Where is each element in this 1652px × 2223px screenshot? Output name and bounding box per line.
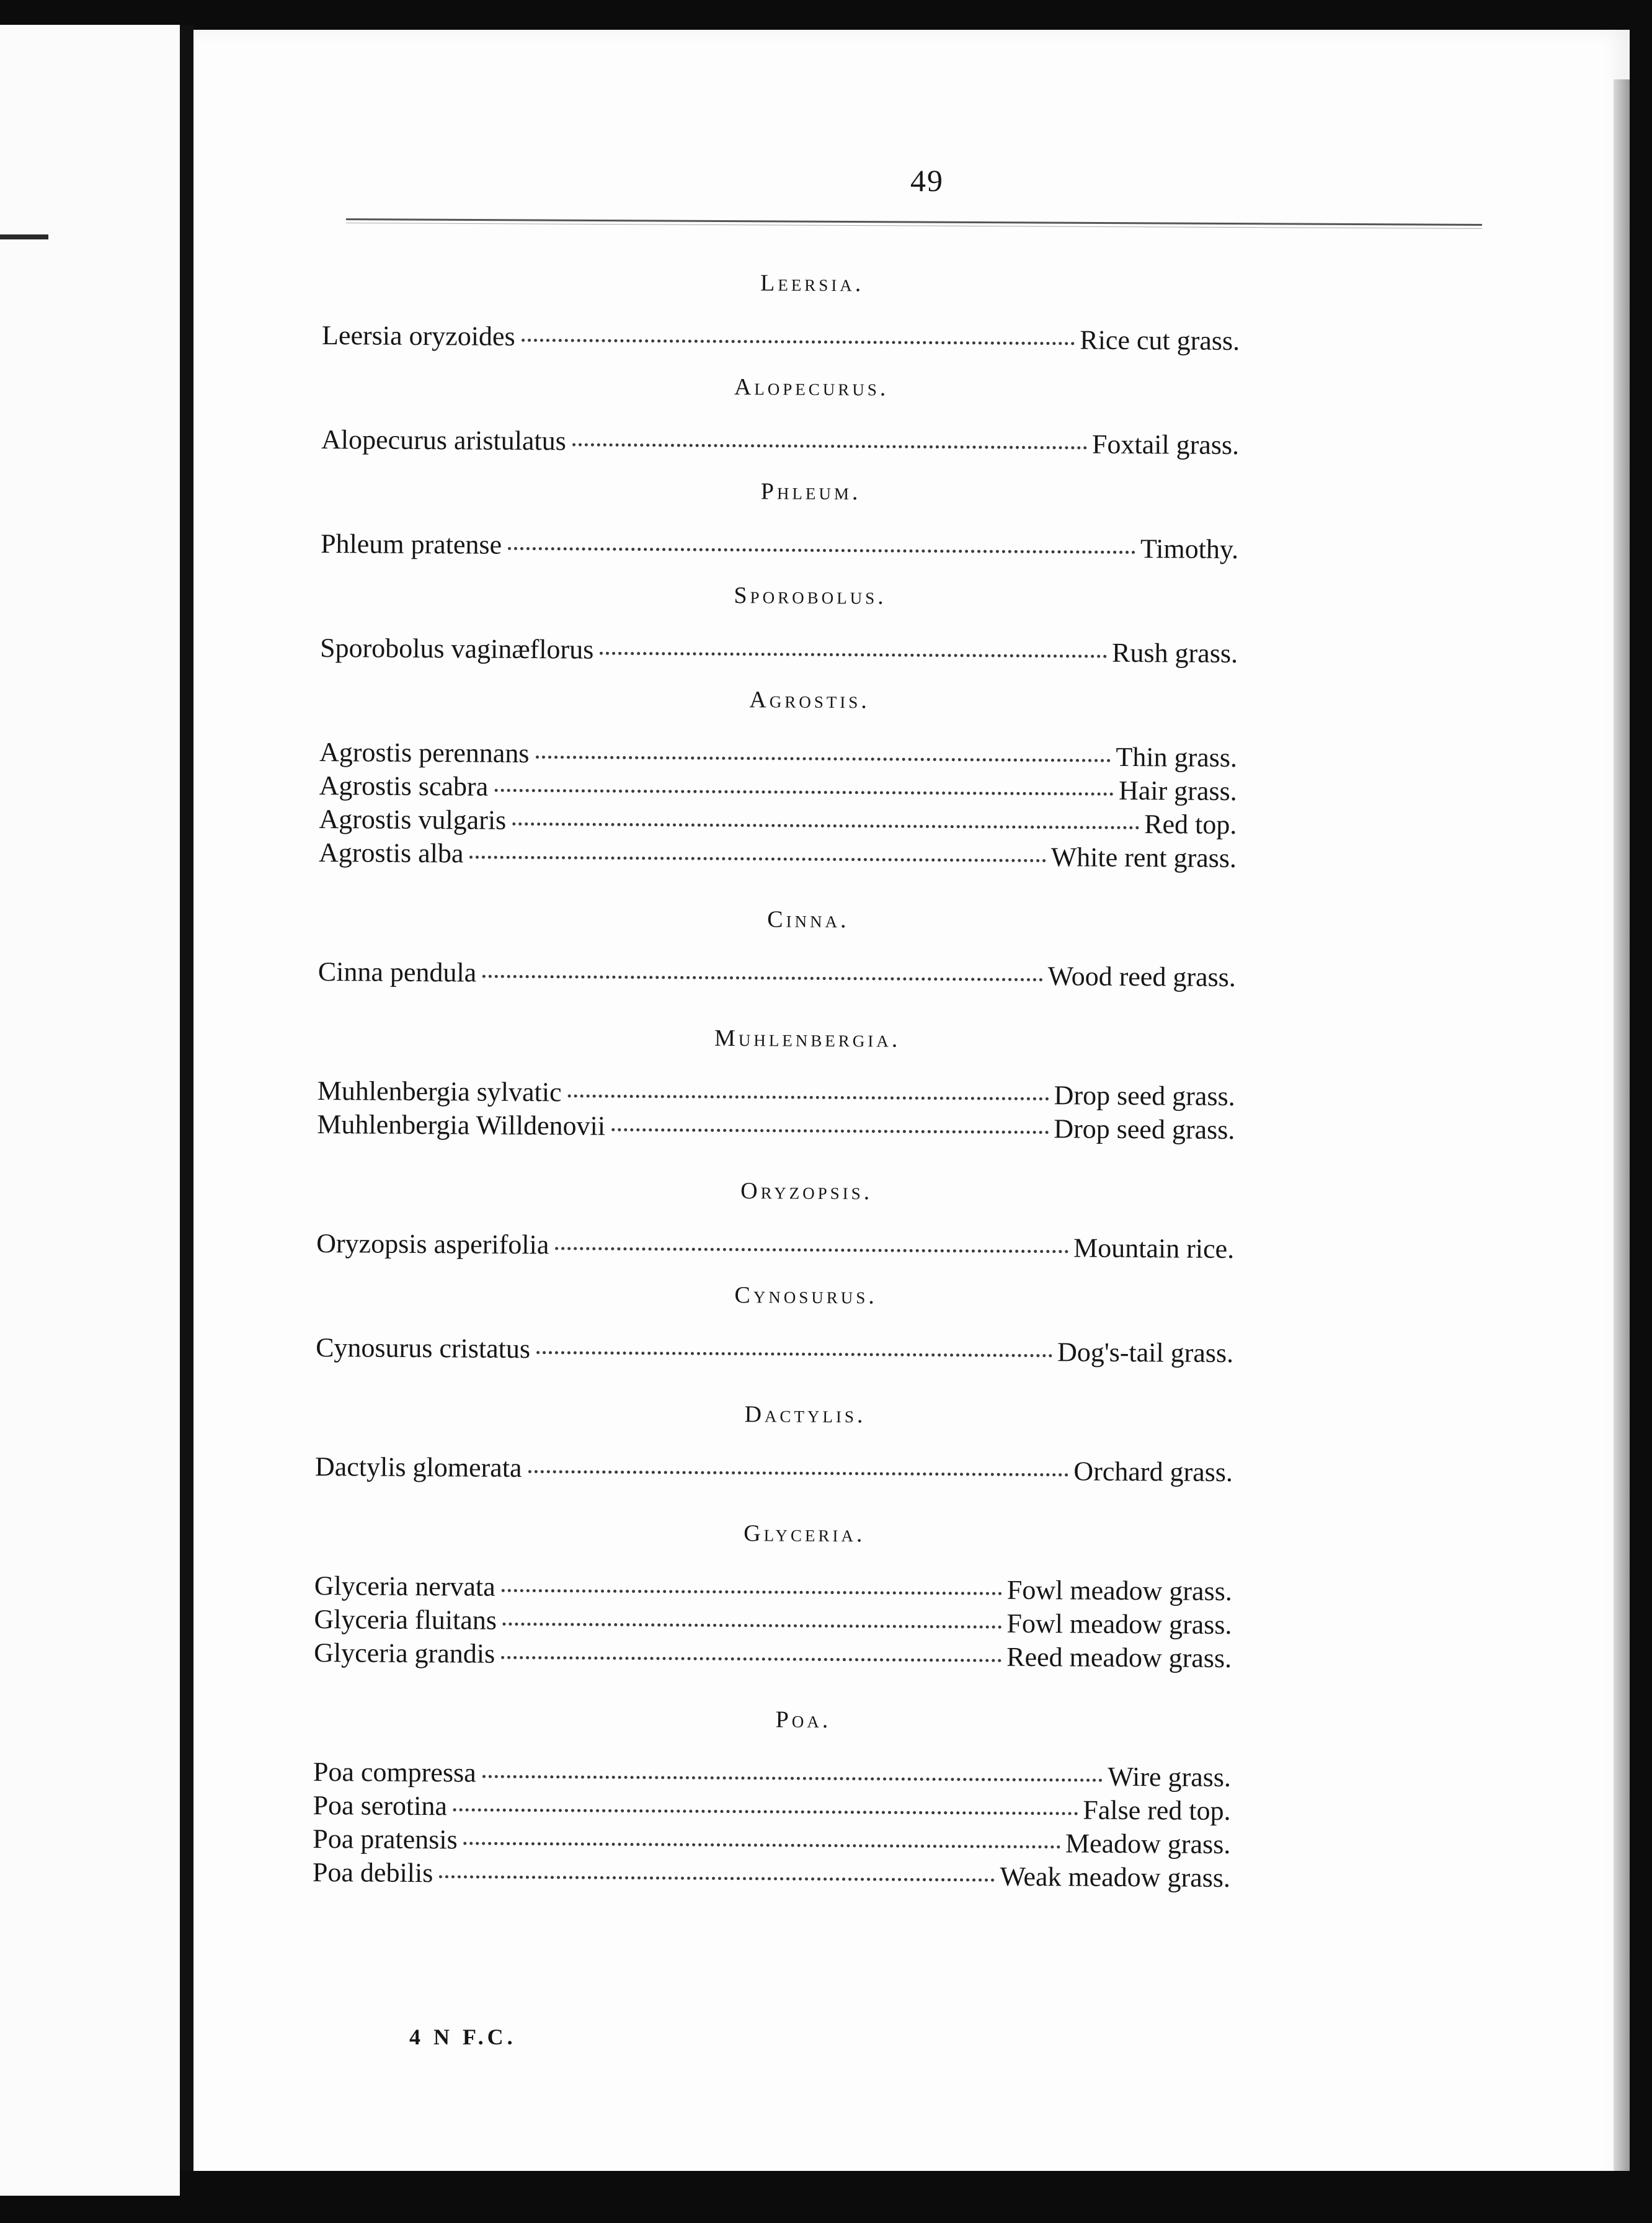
species-name: Sporobolus vaginæflorus <box>319 632 594 665</box>
species-name: Agrostis vulgaris <box>319 803 507 835</box>
dot-leader <box>522 338 1075 345</box>
genus-heading: Oryzopsis. <box>740 1178 873 1205</box>
genus-heading: Phleum. <box>760 478 861 506</box>
scan-border <box>180 2171 1652 2223</box>
species-entry <box>321 423 1239 462</box>
dot-leader <box>512 822 1139 829</box>
common-name: Fowl meadow grass. <box>1006 1574 1232 1606</box>
species-name: Glyceria fluitans <box>314 1603 497 1636</box>
common-name: Thin grass. <box>1116 741 1238 773</box>
dot-leader <box>502 1588 1002 1595</box>
common-name: Wire grass. <box>1108 1761 1232 1793</box>
dot-leader <box>453 1807 1078 1815</box>
common-name: Fowl meadow grass. <box>1006 1608 1232 1640</box>
common-name: Rice cut grass. <box>1080 324 1240 357</box>
dot-leader <box>535 755 1111 762</box>
genus-section <box>319 665 1238 875</box>
common-name: Drop seed grass. <box>1054 1113 1235 1146</box>
species-name: Muhlenbergia sylvatic <box>317 1075 562 1108</box>
genus-heading: Leersia. <box>760 270 864 297</box>
species-entry <box>318 955 1236 994</box>
genus-section <box>322 248 1240 358</box>
species-name: Dactylis glomerata <box>314 1451 522 1484</box>
printer-signature: 4 N F.C. <box>409 2025 517 2049</box>
dot-leader <box>572 442 1087 449</box>
species-entry <box>313 1755 1231 1794</box>
species-entry <box>313 1856 1230 1895</box>
species-name: Phleum pratense <box>320 528 502 560</box>
common-name: Timothy. <box>1140 533 1239 565</box>
book-gutter <box>180 25 193 2196</box>
species-name: Poa debilis <box>312 1856 433 1889</box>
dot-leader <box>469 855 1046 862</box>
species-entry <box>313 1822 1230 1861</box>
species-name: Agrostis alba <box>318 837 464 869</box>
dot-leader <box>494 788 1114 796</box>
dot-leader <box>503 1622 1002 1629</box>
genus-heading: Poa. <box>775 1706 832 1734</box>
genus-heading: Sporobolus. <box>734 582 887 610</box>
species-entry <box>315 1450 1233 1489</box>
common-name: Red top. <box>1144 809 1237 840</box>
genus-heading: Alopecurus. <box>734 374 889 401</box>
species-name: Cynosurus cristatus <box>316 1332 531 1365</box>
species-entry <box>319 736 1237 775</box>
genus-heading: Cynosurus. <box>734 1282 878 1309</box>
dot-leader <box>508 546 1135 554</box>
genus-section <box>321 457 1239 566</box>
species-entry <box>316 1331 1233 1370</box>
common-name: Mountain rice. <box>1073 1232 1235 1265</box>
common-name: Hair grass. <box>1118 775 1237 807</box>
genus-section <box>318 870 1237 994</box>
species-name: Poa pratensis <box>313 1823 458 1855</box>
genus-heading: Agrostis. <box>749 687 870 714</box>
common-name: Reed meadow grass. <box>1006 1641 1232 1673</box>
dot-leader <box>482 1775 1103 1782</box>
common-name: Orchard grass. <box>1073 1456 1233 1488</box>
species-entry <box>322 319 1240 358</box>
genus-heading: Cinna. <box>767 906 850 933</box>
species-name: Cinna pendula <box>318 956 477 988</box>
species-name: Muhlenbergia Willdenovii <box>317 1108 606 1141</box>
species-name: Glyceria nervata <box>314 1570 495 1602</box>
species-name: Leersia oryzoides <box>321 319 515 352</box>
species-name: Glyceria grandis <box>314 1637 495 1669</box>
common-name: False red top. <box>1083 1794 1231 1826</box>
dot-leader <box>536 1350 1052 1357</box>
species-entry <box>319 836 1237 875</box>
genus-section <box>317 989 1235 1147</box>
dot-leader <box>568 1094 1049 1100</box>
genus-heading: Glyceria. <box>744 1520 866 1548</box>
species-entry <box>314 1603 1232 1642</box>
genus-heading: Dactylis. <box>744 1401 866 1428</box>
common-name: Rush grass. <box>1111 637 1238 669</box>
species-name: Agrostis perennans <box>319 736 530 769</box>
facing-page-rule <box>0 234 48 239</box>
genus-section <box>314 1484 1233 1675</box>
dot-leader <box>482 974 1042 982</box>
common-name: Meadow grass. <box>1065 1828 1231 1860</box>
species-name: Alopecurus aristulatus <box>321 424 566 457</box>
page-number: 49 <box>910 163 944 198</box>
species-name: Oryzopsis asperifolia <box>316 1227 549 1260</box>
species-entry <box>316 1227 1234 1266</box>
species-entry <box>320 631 1238 670</box>
species-entry <box>317 1108 1235 1147</box>
dot-leader <box>611 1128 1049 1134</box>
genus-section <box>320 561 1238 670</box>
dot-leader <box>600 651 1107 658</box>
dot-leader <box>555 1246 1068 1253</box>
dot-leader <box>439 1874 995 1881</box>
species-entry <box>314 1636 1232 1675</box>
dot-leader <box>528 1469 1068 1476</box>
genus-section <box>315 1365 1233 1489</box>
page-edge-shadow <box>1614 79 1630 2201</box>
species-entry <box>318 1074 1235 1113</box>
genus-section <box>316 1260 1234 1370</box>
genus-section <box>321 352 1240 462</box>
species-entry <box>319 769 1237 808</box>
species-entry <box>313 1789 1230 1828</box>
common-name: Dog's-tail grass. <box>1057 1337 1234 1369</box>
species-name: Poa serotina <box>313 1789 448 1822</box>
species-name: Agrostis scabra <box>319 770 489 802</box>
species-entry <box>321 527 1238 566</box>
grass-list <box>313 248 1240 1895</box>
common-name: White rent grass. <box>1050 842 1237 874</box>
genus-section <box>313 1670 1232 1895</box>
species-name: Poa compressa <box>313 1756 476 1788</box>
dot-leader <box>501 1655 1001 1662</box>
common-name: Weak meadow grass. <box>1000 1861 1231 1893</box>
common-name: Foxtail grass. <box>1091 429 1240 461</box>
facing-page <box>0 25 180 2196</box>
genus-heading: Muhlenbergia. <box>714 1025 901 1053</box>
species-entry <box>314 1569 1232 1608</box>
genus-section <box>316 1141 1235 1266</box>
common-name: Wood reed grass. <box>1047 961 1236 993</box>
dot-leader <box>464 1841 1060 1848</box>
species-entry <box>319 803 1237 842</box>
common-name: Drop seed grass. <box>1054 1080 1235 1112</box>
